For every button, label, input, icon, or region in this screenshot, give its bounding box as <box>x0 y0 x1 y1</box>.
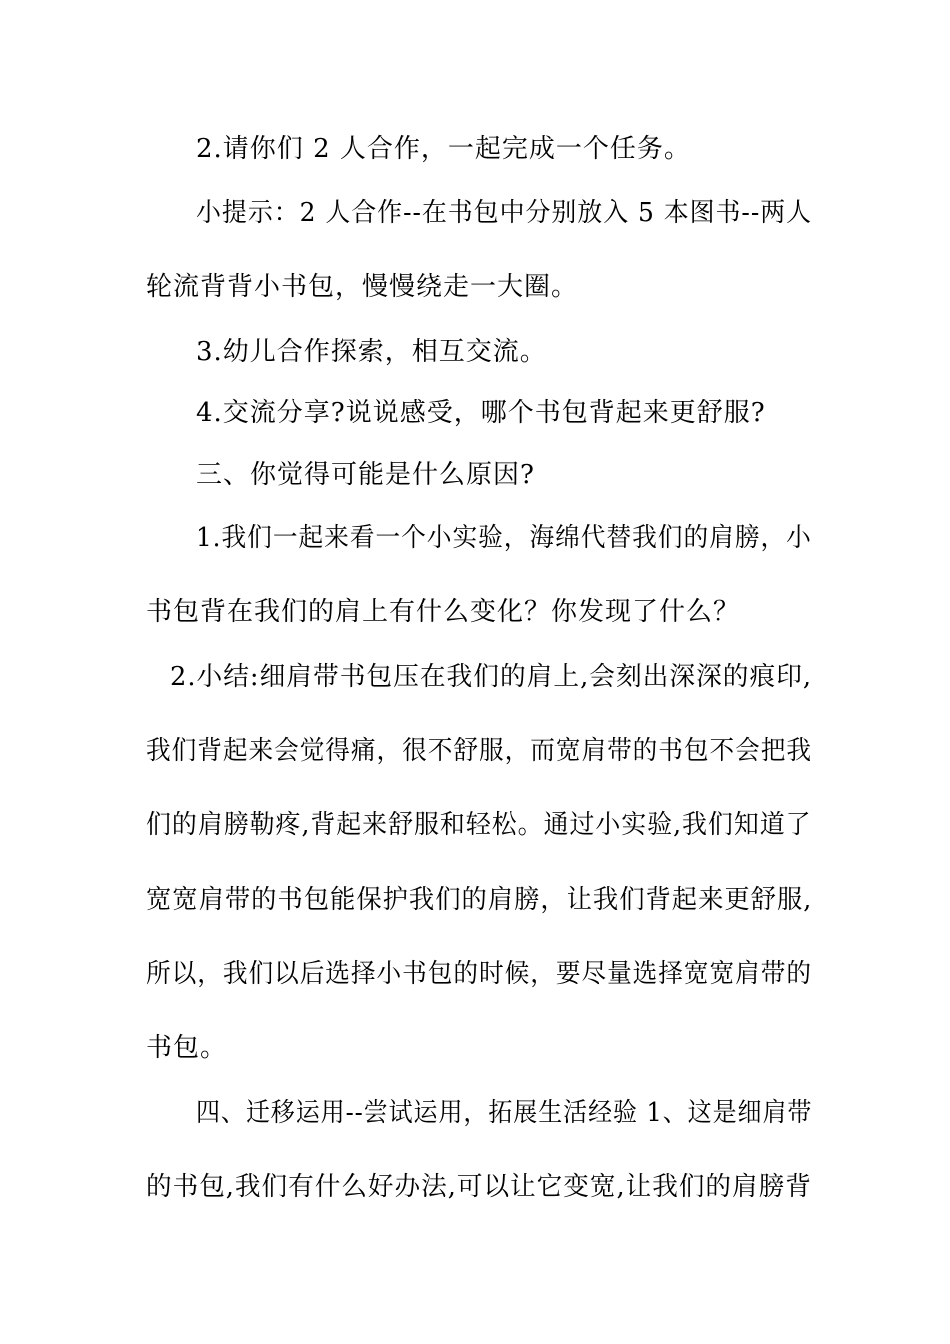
section-heading-3: 三、你觉得可能是什么原因? <box>196 460 535 490</box>
paragraph-line-2: 小提示：2 人合作--在书包中分别放入 5 本图书--两人 <box>196 198 813 228</box>
paragraph-line-7: 1.我们一起来看一个小实验，海绵代替我们的肩膀，小 <box>196 523 812 553</box>
paragraph-line-16: 的书包,我们有什么好办法,可以让它变宽,让我们的肩膀背 <box>146 1172 812 1202</box>
paragraph-line-10: 我们背起来会觉得痛，很不舒服，而宽肩带的书包不会把我 <box>146 736 813 766</box>
paragraph-line-12: 宽宽肩带的书包能保护我们的肩膀，让我们背起来更舒服, <box>146 885 813 915</box>
paragraph-line-14: 书包。 <box>146 1033 228 1063</box>
paragraph-line-8: 书包背在我们的肩上有什么变化？你发现了什么？ <box>146 597 741 627</box>
paragraph-line-4: 3.幼儿合作探索，相互交流。 <box>196 337 547 367</box>
paragraph-line-5: 4.交流分享?说说感受，哪个书包背起来更舒服? <box>196 398 766 428</box>
paragraph-line-9: 2.小结:细肩带书包压在我们的肩上,会刻出深深的痕印, <box>170 662 813 692</box>
section-heading-4: 四、迁移运用--尝试运用，拓展生活经验 1、这是细肩带 <box>196 1098 813 1128</box>
paragraph-line-11: 们的肩膀勒疼,背起来舒服和轻松。通过小实验,我们知道了 <box>146 810 812 840</box>
paragraph-line-13: 所以，我们以后选择小书包的时候，要尽量选择宽宽肩带的 <box>146 959 813 989</box>
paragraph-line-3: 轮流背背小书包，慢慢绕走一大圈。 <box>146 272 579 302</box>
paragraph-line-1: 2.请你们 2 人合作，一起完成一个任务。 <box>196 134 691 164</box>
